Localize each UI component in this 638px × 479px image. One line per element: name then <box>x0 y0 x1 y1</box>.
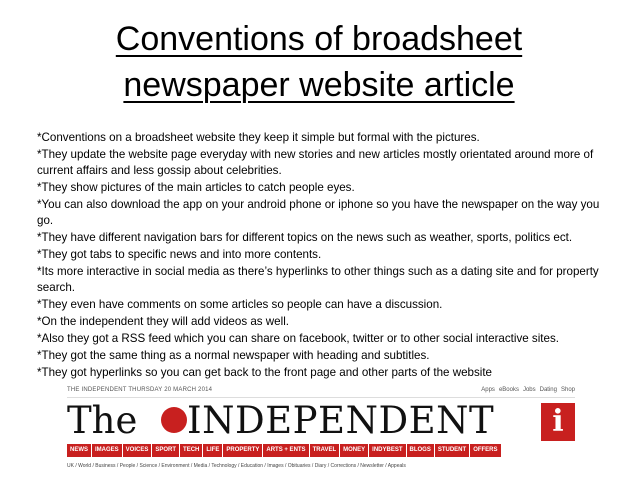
edition-date: THE INDEPENDENT THURSDAY 20 MARCH 2014 <box>67 387 213 393</box>
logo-independent: INDEPENDENT <box>187 399 495 442</box>
bullet-item: *Also they got a RSS feed which you can share on facebook, twitter or to other social interactive sites. <box>37 332 559 345</box>
nav-tab-images[interactable]: IMAGES <box>92 444 122 457</box>
top-link-jobs[interactable]: Jobs <box>522 387 536 393</box>
bullet-item: *They update the website page everyday with new stories and new articles mostly orientated around more of current affairs and less gossip about celebrities. <box>37 148 594 177</box>
nav-tab-life[interactable]: LIFE <box>203 444 222 457</box>
nav-tab-property[interactable]: PROPERTY <box>223 444 262 457</box>
i-logo-icon[interactable]: i <box>541 403 575 441</box>
bullet-item: *Conventions on a broadsheet website they keep it simple but formal with the pictures. <box>37 131 480 144</box>
nav-tab-offers[interactable]: OFFERS <box>470 444 500 457</box>
bullet-item: *They got tabs to specific news and into more contents. <box>37 248 322 261</box>
sub-navigation[interactable]: UK / World / Business / People / Science / Environment / Media / Technology / Education / Images / Obituaries / Diary / Corrections / Newsletter / Appeals <box>67 463 406 469</box>
top-link-apps[interactable]: Apps <box>481 387 495 393</box>
nav-tab-money[interactable]: MONEY <box>340 444 368 457</box>
nav-tab-voices[interactable]: VOICES <box>123 444 152 457</box>
bullet-item: *They have different navigation bars for different topics on the news such as weather, sports, politics ect. <box>37 231 573 244</box>
top-link-ebooks[interactable]: eBooks <box>498 387 519 393</box>
nav-tab-news[interactable]: NEWS <box>67 444 91 457</box>
slide-title-line-2: newspaper website article <box>123 66 515 104</box>
logo-the: The <box>67 399 138 442</box>
bullet-item: *On the independent they will add videos as well. <box>37 315 289 328</box>
section-navigation-bar <box>67 444 575 457</box>
bullet-item: *Its more interactive in social media as there’s hyperlinks to other things such as a dating site and for property search. <box>37 265 599 294</box>
nav-tab-sport[interactable]: SPORT <box>152 444 179 457</box>
bullet-item: *They even have comments on some articles so people can have a discussion. <box>37 298 443 311</box>
nav-tab-tech[interactable]: TECH <box>180 444 202 457</box>
masthead-logo[interactable] <box>67 401 575 441</box>
top-link-dating[interactable]: Dating <box>539 387 557 393</box>
nav-tab-travel[interactable]: TRAVEL <box>310 444 340 457</box>
eagle-emblem-icon <box>161 407 187 433</box>
bullet-item: *They got the same thing as a normal newspaper with heading and subtitles. <box>37 349 430 362</box>
top-links <box>481 387 575 393</box>
slide-title-line-1: Conventions of broadsheet <box>115 20 523 58</box>
nav-tab-blogs[interactable]: BLOGS <box>407 444 434 457</box>
nav-tab-indybest[interactable]: INDYBEST <box>369 444 405 457</box>
bullet-item: *They got hyperlinks so you can get back to the front page and other parts of the website <box>37 366 493 379</box>
slide-title <box>0 16 638 108</box>
bullet-item: *You can also download the app on your android phone or iphone so you have the newspaper on the way you go. <box>37 198 600 227</box>
bullet-item: *They show pictures of the main articles to catch people eyes. <box>37 181 355 194</box>
nav-tab-arts-ents[interactable]: ARTS + ENTS <box>263 444 308 457</box>
bullet-list <box>37 130 617 382</box>
top-link-shop[interactable]: Shop <box>560 387 575 393</box>
nav-tab-student[interactable]: STUDENT <box>435 444 469 457</box>
masthead-top-strip <box>67 383 575 398</box>
independent-masthead-screenshot <box>67 383 575 475</box>
